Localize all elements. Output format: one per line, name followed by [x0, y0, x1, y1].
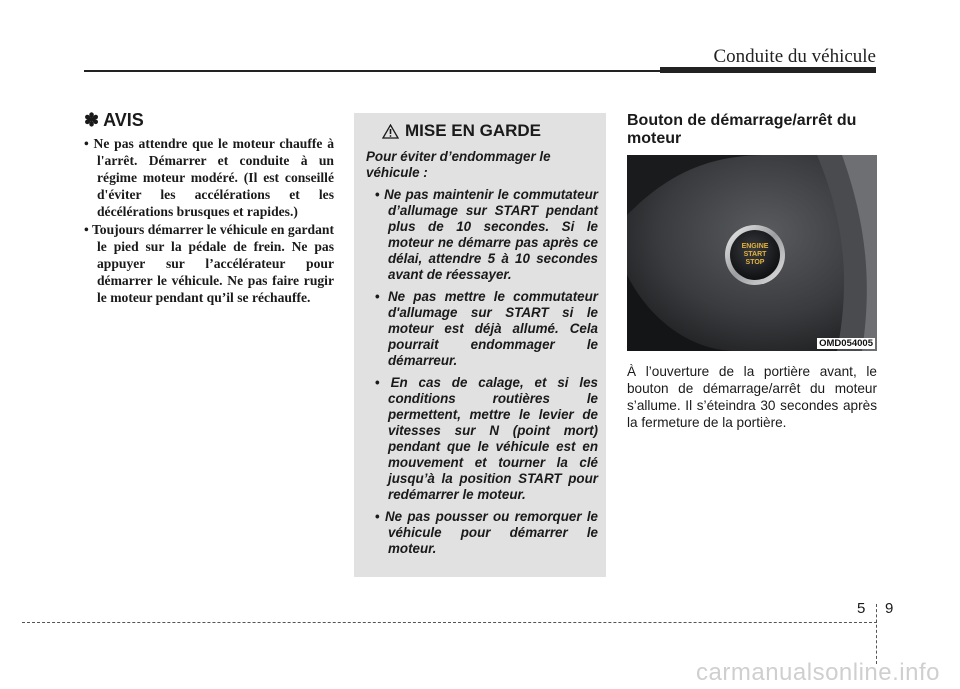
avis-list [84, 135, 334, 306]
warning-list [366, 187, 598, 557]
warning-item: • Ne pas maintenir le commutateur d’allumage sur START pendant plus de 10 secondes. Si le moteur ne démarre pas après ce délai, attendre 5 à 10 secondes avant de réessayer. [366, 187, 598, 283]
warning-triangle-icon [382, 124, 399, 139]
page-number: 9 [885, 600, 894, 617]
button-text-line: STOP [745, 259, 765, 266]
warning-title: MISE EN GARDE [405, 121, 542, 140]
asterisk-icon: ✽ [84, 110, 100, 130]
warning-heading [366, 121, 598, 141]
avis-heading [84, 110, 334, 131]
button-text-line: START [743, 251, 767, 258]
photo-reference-label: OMD054005 [819, 338, 873, 349]
warning-item: • En cas de calage, et si les conditions routières le permettent, mettre le levier de vitesses sur N (point mort) pendant que le véhicule est en mouvement et tourner la clé jusqu’à la position START pour redémarrer le moteur. [366, 375, 598, 503]
header-rule-accent [660, 67, 876, 73]
warning-intro: Pour éviter d’endommager le véhicule : [366, 149, 551, 180]
avis-item: • Toujours démarrer le véhicule en gardant le pied sur la pédale de frein. Ne pas appuyer sur l’accélérateur pour démarrer le véhicule. Ne pas faire rugir le moteur pendant qu’il se réchauffe. [84, 221, 334, 306]
running-header: Conduite du véhicule [713, 46, 876, 67]
header-rule [84, 70, 660, 72]
watermark: carmanualsonline.info [696, 659, 940, 686]
button-text-line: ENGINE [741, 243, 769, 250]
engine-start-stop-button [730, 235, 780, 275]
avis-title: AVIS [103, 110, 144, 130]
warning-item: • Ne pas pousser ou remorquer le véhicule pour démarrer le moteur. [366, 509, 598, 557]
start-button-photo [627, 155, 877, 351]
footer-divider [876, 604, 877, 664]
section-body: À l’ouverture de la portière avant, le bouton de démarrage/arrêt du moteur s’allume. Il s’éteindra 30 secondes après la fermeture de la portière. [627, 364, 877, 430]
section-title: Bouton de démarrage/arrêt du moteur [627, 112, 857, 147]
start-button-section [627, 112, 877, 431]
warning-item: • Ne pas mettre le commutateur d'allumage sur START si le moteur est déjà allumé. Cela pourrait endommager le démarreur. [366, 289, 598, 369]
chapter-number: 5 [857, 600, 866, 617]
avis-column [84, 110, 334, 307]
footer-rule [22, 622, 877, 623]
avis-item: • Ne pas attendre que le moteur chauffe à l'arrêt. Démarrer et conduite à un régime moteur modéré. (Il est conseillé d'éviter les accélérations et les décélérations brusques et rapides.) [84, 135, 334, 220]
warning-box [354, 113, 606, 577]
